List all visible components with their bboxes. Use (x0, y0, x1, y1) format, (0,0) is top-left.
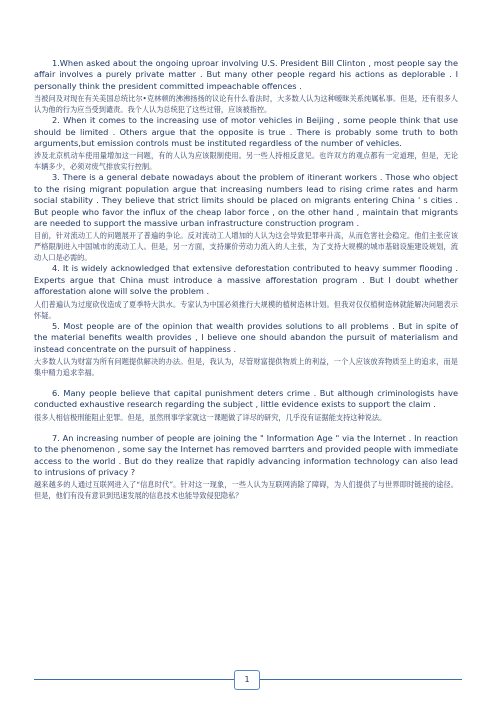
page-number: 1 (234, 670, 260, 690)
chinese-translation: 目前，针对流动工人的问题展开了普遍的争论。反对流动工人增加的人认为这会导致犯罪率升高，从而危害社会稳定。他们主张应该严格限制进入中国城市的流动工人。但是，另一方面，支持廉价劳动力流入的人主张，为了支持大规模的城市基础设施建设规划，流动人口是必需的。 (34, 231, 458, 263)
english-paragraph: 7. An increasing number of people are joining the " Information Age " via the Internet . In reaction to the phenomenon , some say the Internet has removed barrters and provided people with immediate access to the world . But do they realize that rapidly advancing information technology can also lead to intrusions of privacy ? (34, 432, 458, 477)
paragraph-item-2 (34, 115, 458, 172)
chinese-translation: 涉及北京机动车使用量增加这一问题，有的人认为应该限制使用。另一些人持相反意见。也许双方的观点都有一定道理，但是，无论车辆多少，必须对废气排放实行控制。 (34, 151, 458, 172)
chinese-translation: 当被问及对现在有关美国总统比尔•克林顿的沸沸扬扬的议论有什么看法时，大多数人认为这种暧昧关系纯属私事。但是，还有很多人认为他的行为应当受到谴责。我个人认为总统犯了这些过错，应该被指控。 (34, 94, 458, 115)
paragraph-item-7 (34, 433, 458, 502)
english-paragraph: 3. There is a general debate nowadays about the problem of itinerant workers . Those who object to the rising migrant population argue that increasing numbers lead to rising crime rates and harm social stability . They believe that strict limits should be placed on migrants entering China ' s cities . But people who favor the influx of the cheap labor force , on the other hand , maintain that migrants are needed to support the massive urban infrastructure construction program . (34, 172, 458, 229)
paragraph-item-5 (34, 321, 458, 378)
chinese-translation: 很多人相信极刑能阻止犯罪。但是，虽然刑事学家就这一课题做了详尽的研究，几乎没有证据能支持这种说法。 (34, 412, 387, 422)
chinese-translation: 人们普遍认为过度砍伐造成了夏季特大洪水。专家认为中国必须推行大规模的植树造林计划。但我对仅仅植树造林就能解决问题表示怀疑。 (34, 299, 458, 320)
english-paragraph: 5. Most people are of the opinion that wealth provides solutions to all problems . But in spite of the material benefits wealth provides , I believe one should abandon the pursuit of materialism and instead concentrate on the pursuit of happiness . (34, 320, 458, 354)
chinese-translation: 大多数人认为财富为所有问题提供解决的办法。但是，我认为，尽管财富提供物质上的利益，一个人应该放弃物质至上的追求，而是集中精力追求幸福。 (34, 356, 458, 377)
document-body (34, 58, 458, 501)
spacer (34, 423, 458, 433)
english-paragraph: 2. When it comes to the increasing use of motor vehicles in Beijing , some people think that use should be limited . Others argue that the opposite is true . There is probably some truth to both arguments,but emission controls must be instituted regardless of the number of vehicles. (34, 115, 458, 149)
paragraph-item-6 (34, 388, 458, 423)
paragraph-item-3 (34, 172, 458, 263)
english-paragraph: 1.When asked about the ongoing uproar involving U.S. President Bill Clinton , most people say the affair involves a purely private matter . But many other people regard his actions as deplorable . I personally think the president committed impeachable offences . (34, 58, 458, 91)
paragraph-item-4 (34, 263, 458, 320)
english-paragraph: 4. It is widely acknowledged that extensive deforestation contributed to heavy summer flooding . Experts argue that China must introduce a massive afforestation program . But I doubt whether afforestation alone will solve the problem . (34, 263, 458, 297)
english-paragraph: 6. Many people believe that capital punishment deters crime . But although criminologists have conducted exhaustive research regarding the subject , little evidence exists to support the claim . (34, 387, 458, 410)
chinese-translation: 越来越多的人通过互联网进入了“信息时代”。针对这一现象，一些人认为互联网消除了障碍，为人们提供了与世界即时链接的途径。但是，他们有没有意识到迅速发展的信息技术也能导致侵犯隐私？ (34, 480, 458, 501)
spacer (34, 378, 458, 388)
paragraph-item-1 (34, 58, 458, 115)
